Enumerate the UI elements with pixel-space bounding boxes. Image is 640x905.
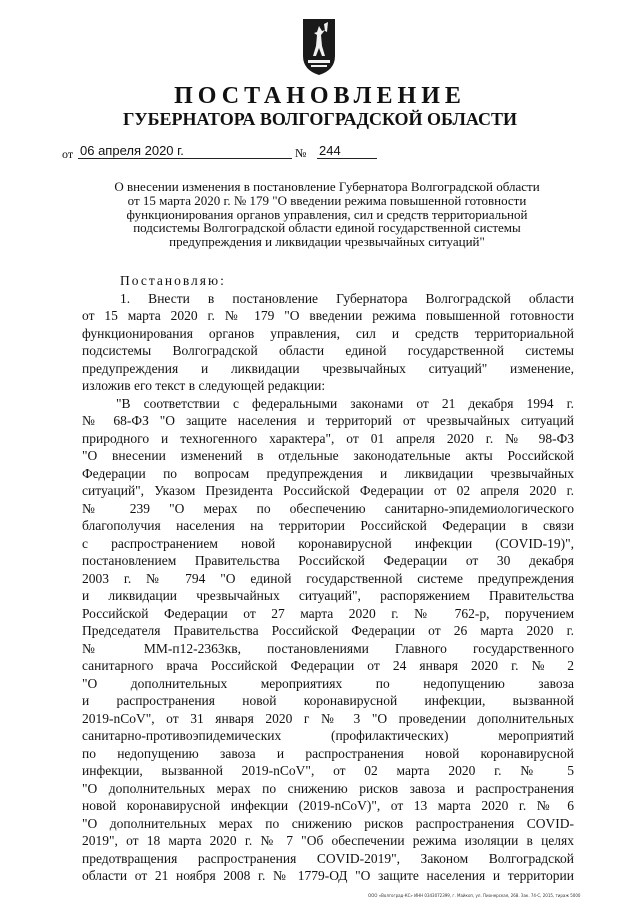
body-line: Федерации по вопросам предупреждения и ликвидации чрезвычайных: [82, 465, 574, 481]
subject-line: функционирования органов управления, сил и средств территориальной: [126, 206, 528, 222]
body-line: "О дополнительных мероприятиях по недопущению завоза: [82, 675, 574, 691]
document-subtitle: ГУБЕРНАТОРА ВОЛГОГРАДСКОЙ ОБЛАСТИ: [122, 109, 518, 129]
document-body: [82, 272, 574, 885]
body-line: подсистемы Волгоградской области единой государственной системы: [82, 343, 574, 358]
date-prefix-label: от: [62, 147, 74, 161]
body-line: 2003 г. № 794 "О единой государственной системе предупреждения: [82, 570, 574, 586]
body-line: предотвращения распространения COVID-2019", Законом Волгоградской: [82, 850, 574, 866]
body-line: функционирования органов управления, сил и средств территориальной: [82, 325, 574, 341]
body-line: "В соответствии с федеральными законами от 21 декабря 1994 г.: [116, 395, 574, 411]
body-line: 1. Внести в постановление Губернатора Волгоградской области: [120, 290, 574, 306]
printer-imprint: ООО «Волгоград-КС» ИНН 0343072399, г. Майкоп, ул. Пионерская, 268. Зак. 74-С, 2015, тираж 5000: [368, 893, 581, 898]
document-date: 06 апреля 2020 г.: [78, 143, 292, 159]
body-line: ситуаций", Указом Президента Российской Федерации от 02 апреля 2020 г.: [82, 483, 574, 498]
document-title: ПОСТАНОВЛЕНИЕ: [174, 83, 466, 109]
subject-line: подсистемы Волгоградской области единой государственной системы: [133, 220, 521, 236]
number-sign-label: №: [295, 146, 307, 160]
body-line: от 15 марта 2020 г. № 179 "О введении режима повышенной готовности: [82, 308, 574, 323]
subject-line: О внесении изменения в постановление Губернатора Волгоградской области: [114, 179, 540, 194]
body-line: новой коронавирусной инфекции (2019-nCoV)", от 13 марта 2020 г. № 6: [82, 798, 574, 813]
coat-of-arms-icon: [302, 18, 336, 76]
body-line: изложив его текст в следующей редакции:: [82, 378, 326, 393]
body-line: постановлением Правительства Российской Федерации от 30 декабря: [82, 553, 574, 568]
document-number: 244: [317, 143, 377, 159]
body-line: 2019", от 18 марта 2020 г. № 7 "Об обеспечении режима изоляции в целях: [82, 833, 574, 848]
body-line: по недопущению завоза и распространения новой коронавирусной: [82, 745, 574, 761]
body-line: санитарно-противоэпидемических (профилактических) мероприятий: [82, 728, 574, 743]
decree-word: Постановляю:: [120, 273, 226, 288]
body-line: "О дополнительных мерах по снижению рисков распространения COVID-: [82, 815, 574, 831]
body-line: "О внесении изменений в отдельные законодательные акты Российской: [82, 448, 574, 463]
body-line: № 68-ФЗ "О защите населения и территорий от чрезвычайных ситуаций: [82, 413, 574, 428]
body-line: 2019-nCoV", от 31 января 2020 г № 3 "О проведении дополнительных: [82, 710, 574, 726]
body-line: природного и техногенного характера", от 01 апреля 2020 г. № 98-ФЗ: [82, 430, 574, 446]
body-line: и ликвидации чрезвычайных ситуаций", распоряжением Правительства: [82, 588, 574, 603]
body-line: с распространением новой коронавирусной инфекции (COVID-19)",: [82, 535, 574, 551]
body-line: благополучия населения на территории Российской Федерации в связи: [82, 518, 574, 533]
body-line: и распространения новой коронавирусной инфекции, вызванной: [82, 693, 574, 708]
body-line: санитарного врача Российской Федерации от 24 января 2020 г. № 2: [82, 658, 574, 673]
body-line: предупреждения и ликвидации чрезвычайных ситуаций" изменение,: [82, 360, 574, 376]
subject-line: от 15 марта 2020 г. № 179 "О введении режима повышенной готовности: [127, 192, 527, 208]
body-line: инфекции, вызванной 2019-nCoV", от 02 марта 2020 г. № 5: [82, 763, 574, 778]
date-number-line: [62, 143, 582, 165]
body-line: "О дополнительных мерах по снижению рисков завоза и распространения: [82, 780, 574, 796]
body-line: области от 21 ноября 2008 г. № 1779-ОД "О защите населения и территории: [82, 868, 574, 883]
body-line: № 239 "О мерах по обеспечению санитарно-эпидемиологического: [82, 500, 574, 516]
body-line: № ММ-п12-2363кв, постановлениями Главного государственного: [82, 640, 574, 656]
body-line: Российской Федерации от 27 марта 2020 г. № 762-р, поручением: [82, 605, 574, 621]
body-line: Председателя Правительства Российской Федерации от 26 марта 2020 г.: [82, 623, 574, 638]
document-subject: [82, 180, 572, 249]
subject-line: предупреждения и ликвидации чрезвычайных ситуаций": [169, 234, 485, 250]
